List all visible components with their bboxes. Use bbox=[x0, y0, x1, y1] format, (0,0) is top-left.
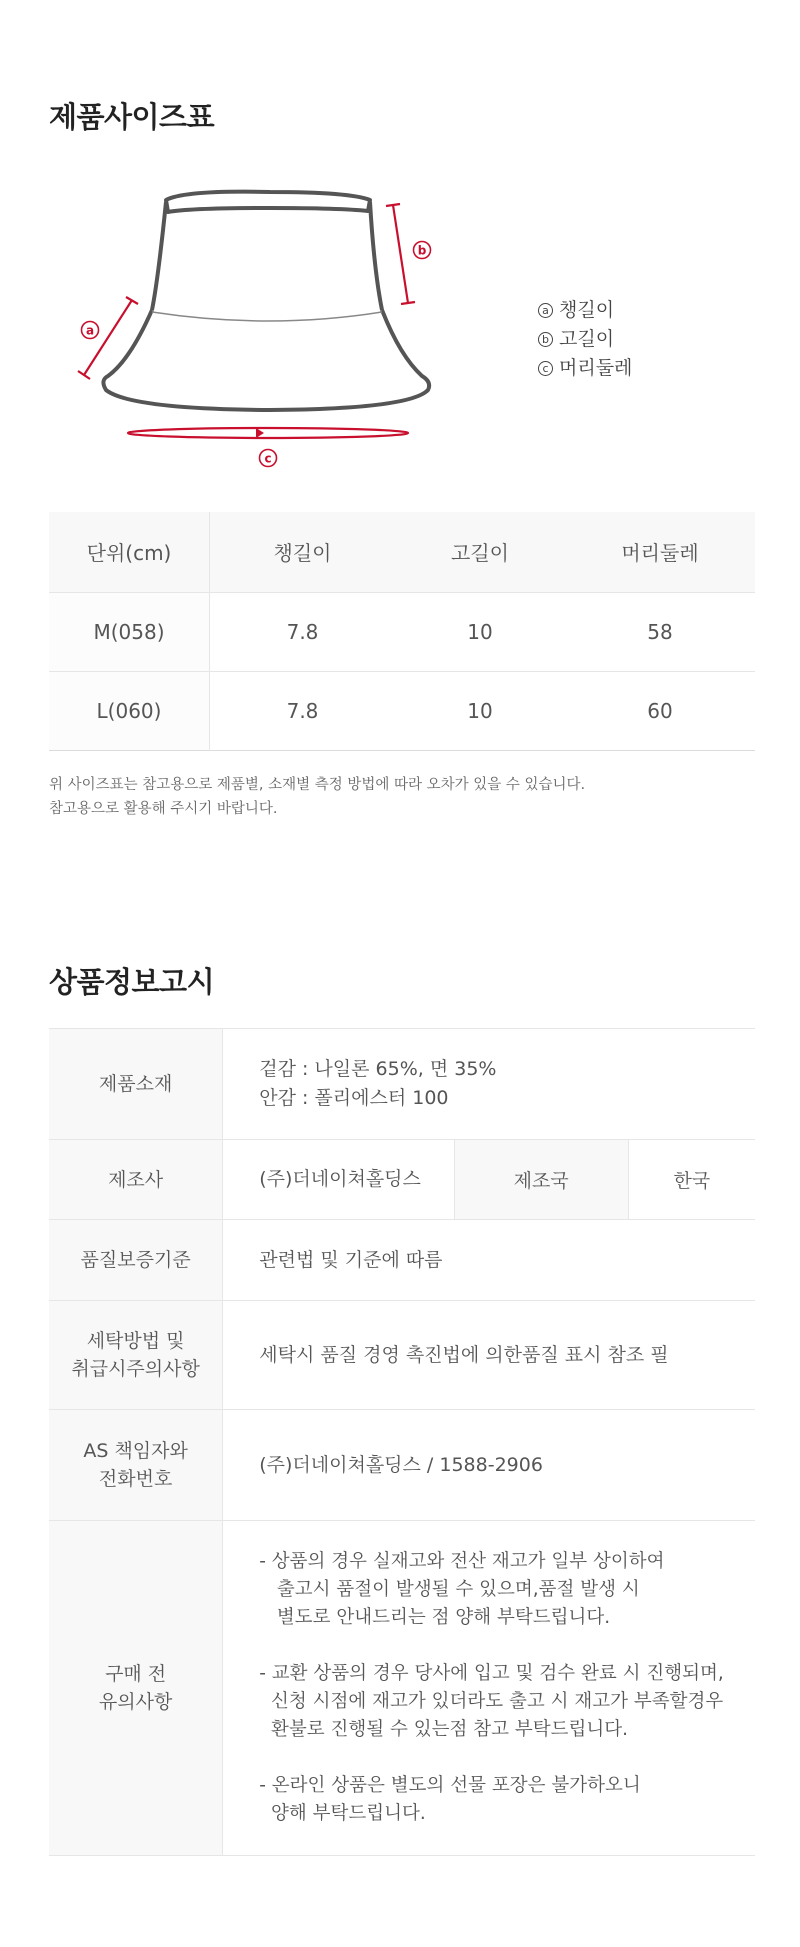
as-label-line: 전화번호 bbox=[98, 1468, 173, 1490]
bucket-hat-diagram bbox=[70, 180, 450, 480]
size-legend bbox=[538, 296, 632, 383]
marker-b: b bbox=[417, 243, 427, 258]
legend-item-head bbox=[538, 354, 632, 383]
legend-mark: a bbox=[538, 303, 553, 318]
material-line: 겉감 : 나일론 65%, 면 35% bbox=[259, 1058, 497, 1080]
country-label: 제조국 bbox=[454, 1140, 628, 1220]
crown-value: 10 bbox=[467, 619, 493, 644]
table-row bbox=[49, 1410, 755, 1521]
caution-value bbox=[223, 1521, 755, 1856]
size-note-line: 참고용으로 활용해 주시기 바랍니다. bbox=[49, 801, 278, 817]
crown-value: 10 bbox=[467, 698, 493, 723]
table-row bbox=[49, 1220, 755, 1301]
caution-label-line: 유의사항 bbox=[98, 1691, 173, 1713]
caution-paragraph: - 상품의 경우 실재고와 전산 재고가 일부 상이하여 출고시 품절이 발생될 수 있으며,품절 발생 시 별도로 안내드리는 점 양해 부탁드립니다. bbox=[259, 1551, 665, 1628]
size-table-header bbox=[49, 512, 755, 592]
washing-label bbox=[49, 1301, 223, 1410]
size-note bbox=[49, 773, 585, 821]
size-name: M(058) bbox=[49, 592, 210, 671]
header-unit: 단위(cm) bbox=[49, 512, 210, 592]
header-crown: 고길이 bbox=[451, 541, 509, 566]
size-table bbox=[49, 512, 755, 751]
legend-label: 챙길이 bbox=[559, 299, 615, 321]
header-head: 머리둘레 bbox=[621, 541, 699, 566]
product-notice-title: 상품정보고시 bbox=[49, 965, 215, 999]
header-brim: 챙길이 bbox=[273, 541, 332, 566]
product-notice-table bbox=[49, 1028, 755, 1856]
marker-c: c bbox=[264, 451, 272, 466]
legend-mark: b bbox=[538, 332, 553, 347]
marker-a: a bbox=[85, 323, 95, 338]
material-value bbox=[223, 1029, 755, 1140]
washing-label-line: 취급시주의사항 bbox=[71, 1358, 200, 1380]
caution-label-line: 구매 전 bbox=[105, 1663, 167, 1685]
table-row bbox=[49, 1521, 755, 1856]
legend-mark: c bbox=[538, 361, 553, 376]
table-row bbox=[49, 1301, 755, 1410]
washing-value: 세탁시 품질 경영 촉진법에 의한품질 표시 참조 필 bbox=[223, 1301, 755, 1410]
country-value: 한국 bbox=[628, 1140, 755, 1220]
table-row bbox=[49, 1029, 755, 1140]
caution-paragraph: - 교환 상품의 경우 당사에 입고 및 검수 완료 시 진행되며, 신청 시점에 재고가 있더라도 출고 시 재고가 부족할경우 환불로 진행될 수 있는점 참고 부탁드립니다. bbox=[259, 1663, 724, 1740]
as-label bbox=[49, 1410, 223, 1521]
size-note-line: 위 사이즈표는 참고용으로 제품별, 소재별 측정 방법에 따라 오차가 있을 수 있습니다. bbox=[49, 777, 586, 793]
quality-value: 관련법 및 기준에 따름 bbox=[223, 1220, 755, 1301]
as-label-line: AS 책임자와 bbox=[83, 1440, 188, 1462]
manufacturer-label: 제조사 bbox=[49, 1140, 223, 1220]
material-line: 안감 : 폴리에스터 100 bbox=[259, 1087, 449, 1109]
legend-label: 머리둘레 bbox=[559, 357, 633, 379]
table-row bbox=[49, 671, 755, 750]
legend-item-brim bbox=[538, 296, 632, 325]
as-value: (주)더네이쳐홀딩스 / 1588-2906 bbox=[223, 1410, 755, 1521]
head-value: 58 bbox=[647, 619, 673, 644]
legend-item-crown bbox=[538, 325, 632, 354]
table-row bbox=[49, 1140, 755, 1220]
washing-label-line: 세탁방법 및 bbox=[86, 1330, 185, 1352]
caution-label bbox=[49, 1521, 223, 1856]
quality-label: 품질보증기준 bbox=[49, 1220, 223, 1301]
size-chart-title: 제품사이즈표 bbox=[49, 100, 215, 134]
hat-outline bbox=[103, 192, 429, 410]
legend-label: 고길이 bbox=[559, 328, 615, 350]
brim-value: 7.8 bbox=[286, 698, 319, 723]
material-label: 제품소재 bbox=[49, 1029, 223, 1140]
head-value: 60 bbox=[647, 698, 673, 723]
brim-value: 7.8 bbox=[286, 619, 319, 644]
manufacturer-value: (주)더네이쳐홀딩스 bbox=[223, 1140, 454, 1220]
crown-band-line bbox=[152, 312, 382, 321]
caution-paragraph: - 온라인 상품은 별도의 선물 포장은 불가하오니 양해 부탁드립니다. bbox=[259, 1775, 641, 1824]
table-row bbox=[49, 592, 755, 671]
size-name: L(060) bbox=[49, 671, 210, 750]
